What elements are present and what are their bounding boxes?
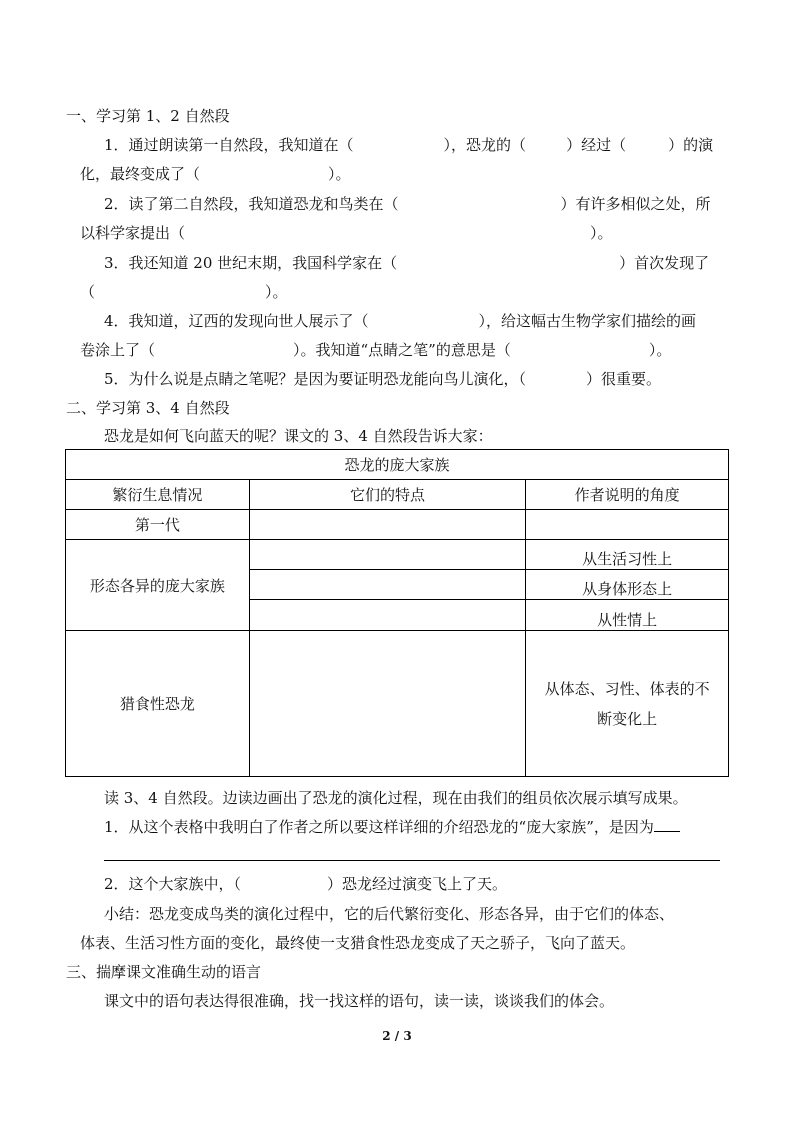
after-question-2 — [104, 874, 507, 894]
table-header: 它们的特点 — [249, 480, 526, 510]
table-header: 作者说明的角度 — [526, 480, 729, 510]
table-cell-blank[interactable] — [249, 631, 526, 777]
question-4-line-2 — [80, 340, 671, 360]
read-instruction: 读 3、4 自然段。边读边画出了恐龙的演化过程，现在由我们的组员依次展示填写成果。 — [104, 789, 688, 807]
text: ）。 — [648, 341, 672, 359]
table-header: 繁衍生息情况 — [66, 480, 250, 510]
table-cell-blank[interactable] — [249, 570, 526, 600]
question-2-line-1 — [104, 194, 711, 214]
question-3-line-2 — [80, 282, 288, 302]
after-question-1 — [104, 817, 680, 837]
text: ）。 — [328, 165, 351, 183]
text: ）。 — [590, 224, 613, 242]
text: 2．读了第二自然段，我知道恐龙和鸟类在（ — [104, 195, 399, 213]
text: （ — [80, 283, 96, 301]
text: ）。 — [265, 283, 288, 301]
table-title: 恐龙的庞大家族 — [66, 450, 729, 480]
text: 卷涂上了（ — [80, 341, 156, 359]
question-5 — [104, 369, 661, 389]
summary-line-1: 小结：恐龙变成鸟类的演化过程中，它的后代繁衍变化、形态各异，由于它们的体态、 — [104, 905, 675, 923]
dinosaur-family-table — [65, 449, 729, 777]
table-cell-family: 形态各异的庞大家族 — [66, 540, 250, 631]
page-number: 2 / 3 — [382, 1029, 412, 1043]
answer-line[interactable] — [654, 817, 680, 832]
text: ）的演 — [668, 136, 714, 154]
text: ）首次发现了 — [619, 254, 710, 272]
section-2-intro: 恐龙是如何飞向蓝天的呢？课文的 3、4 自然段告诉大家： — [104, 427, 493, 445]
angle-line: 断变化上 — [597, 709, 658, 728]
angle-line: 从体态、习性、体表的不 — [544, 679, 710, 698]
text: ）经过（ — [566, 136, 627, 154]
text: 1．通过朗读第一自然段，我知道在（ — [104, 136, 354, 154]
text: ）有许多相似之处，所 — [560, 195, 711, 213]
table-cell-generation: 第一代 — [66, 510, 250, 540]
table-cell-blank[interactable] — [249, 510, 526, 540]
table-cell-angle: 从身体形态上 — [526, 570, 729, 600]
text: ），恐龙的（ — [443, 136, 527, 154]
text: ），给这幅古生物学家们描绘的画 — [478, 312, 697, 330]
table-cell-angle: 从生活习性上 — [526, 540, 729, 570]
section-2-heading: 二、学习第 3、4 自然段 — [66, 399, 230, 417]
text: ）很重要。 — [586, 370, 662, 388]
question-1-line-1 — [104, 135, 713, 155]
section-3-heading: 三、揣摩课文准确生动的语言 — [66, 963, 262, 981]
question-1-line-2 — [80, 164, 351, 184]
table-cell-blank[interactable] — [526, 510, 729, 540]
text: ）。我知道“点睛之笔”的意思是（ — [293, 341, 511, 359]
text: 4．我知道，辽西的发现向世人展示了（ — [104, 312, 369, 330]
answer-rule[interactable] — [104, 860, 720, 861]
section-3-text: 课文中的语句表达得很准确，找一找这样的语句，读一读，谈谈我们的体会。 — [104, 992, 615, 1010]
text: ）恐龙经过演变飞上了天。 — [327, 875, 508, 893]
table-cell-blank[interactable] — [249, 540, 526, 570]
table-cell-angle — [526, 631, 729, 777]
question-3-line-1 — [104, 253, 709, 273]
text: 5．为什么说是点睛之笔呢？是因为要证明恐龙能向鸟儿演化，（ — [104, 370, 527, 388]
question-4-line-1 — [104, 311, 696, 331]
table-cell-angle: 从性情上 — [526, 600, 729, 631]
summary-line-2: 体表、生活习性方面的变化，最终使一支猎食性恐龙变成了天之骄子，飞向了蓝天。 — [80, 934, 636, 952]
text: 化，最终变成了（ — [80, 165, 201, 183]
section-1-heading: 一、学习第 1、2 自然段 — [66, 107, 230, 125]
text: 2．这个大家族中，（ — [104, 875, 242, 893]
table-cell-blank[interactable] — [249, 600, 526, 631]
text: 1．从这个表格中我明白了作者之所以要这样详细的介绍恐龙的“庞大家族”，是因为 — [104, 818, 654, 836]
text: 以科学家提出（ — [80, 224, 186, 242]
question-2-line-2 — [80, 223, 613, 243]
text: 3．我还知道 20 世纪末期，我国科学家在（ — [104, 254, 398, 272]
table-cell-predator: 猎食性恐龙 — [66, 631, 250, 777]
